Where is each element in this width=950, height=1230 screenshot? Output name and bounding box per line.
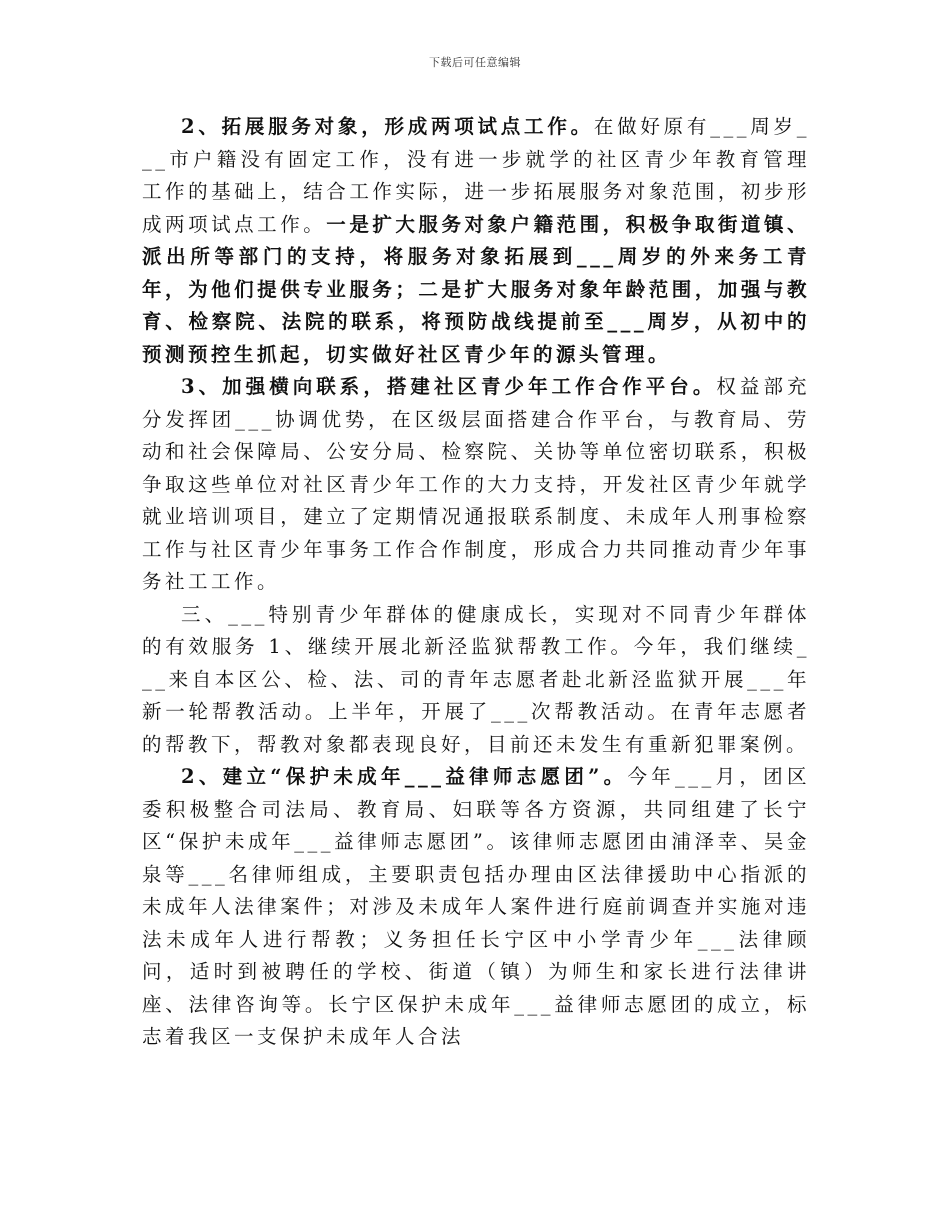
paragraph-heading: 2、建立“保护未成年___益律师志愿团”。 — [181, 765, 628, 788]
paragraph-section-three — [142, 599, 810, 762]
paragraph-text: 权益部充分发挥团___协调优势，在区级层面搭建合作平台，与教育局、劳动和社会保障局、公安分局、检察院、关协等单位密切联系，积极争取这些单位对社区青少年工作的大力支持，开发社区青少年就学就业培训项目，建立了定期情况通报联系制度、未成年人刑事检察工作与社区青少年事务工作合作制度，形成合力共同推动青少年事务社工工作。 — [142, 375, 810, 593]
paragraph-heading: 2、拓展服务对象，形成两项试点工作。 — [181, 115, 594, 138]
paragraph-text: 在做好原有___周岁___市户籍没有固定工作，没有进一步就学的社区青少年教育管理工作的基础上，结合工作实际，进一步拓展服务对象范围，初步形成两项试点工作。 — [142, 115, 810, 236]
paragraph-horizontal-cooperation — [142, 371, 810, 599]
paragraph-bold-text: 一是扩大服务对象户籍范围，积极争取街道镇、派出所等部门的支持，将服务对象拓展到___周岁的外来务工青年，为他们提供专业服务；二是扩大服务对象年龄范围，加强与教育、检察院、法院的联系，将预防战线提前至___周岁，从初中的预测预控生抓起，切实做好社区青少年的源头管理。 — [142, 212, 810, 366]
paragraph-text: 今年___月，团区委积极整合司法局、教育局、妇联等各方资源，共同组建了长宁区“保护未成年___益律师志愿团”。该律师志愿团由浦泽幸、吴金泉等___名律师组成，主要职责包括办理由区法律援助中心指派的未成年人法律案件；对涉及未成年人案件进行庭前调查并实施对违法未成年人进行帮教；义务担任长宁区中小学青少年___法律顾问，适时到被聘任的学校、街道（镇）为师生和家长进行法律讲座、法律咨询等。长宁区保护未成年___益律师志愿团的成立，标志着我区一支保护未成年人合法 — [142, 765, 810, 1048]
document-body — [142, 111, 810, 1054]
paragraph-expand-service-targets — [142, 111, 810, 371]
page-header: 下载后可任意编辑 — [429, 56, 521, 69]
paragraph-heading: 3、加强横向联系，搭建社区青少年工作合作平台。 — [181, 375, 717, 398]
paragraph-lawyer-volunteer-group — [142, 761, 810, 1054]
paragraph-text: 三、___特别青少年群体的健康成长，实现对不同青少年群体的有效服务 1、继续开展北新泾监狱帮教工作。今年，我们继续___来自本区公、检、法、司的青年志愿者赴北新泾监狱开展___年新一轮帮教活动。上半年，开展了___次帮教活动。在青年志愿者的帮教下，帮教对象都表现良好，目前还未发生有重新犯罪案例。 — [142, 602, 810, 756]
